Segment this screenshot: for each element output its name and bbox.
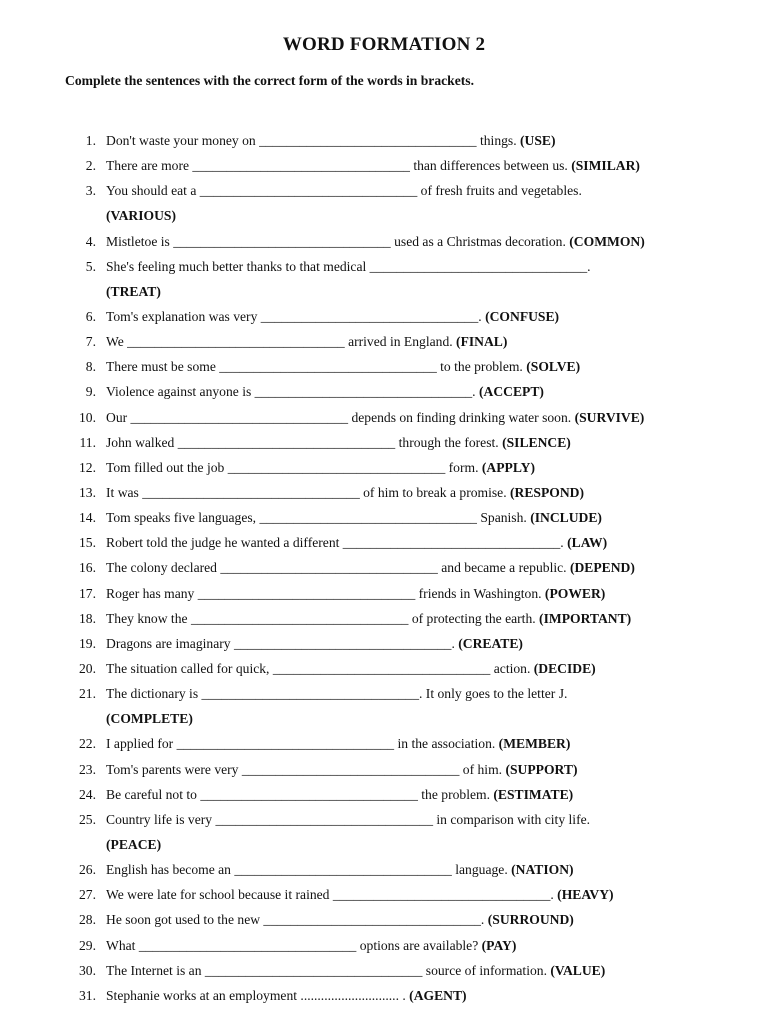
sentence-text: There must be some ________________________________ to the problem. <box>106 359 527 375</box>
item-sentence <box>106 203 176 228</box>
base-word: (CONFUSE) <box>485 308 560 324</box>
sentence-text: We ________________________________ arrived in England. <box>106 334 457 350</box>
exercise-item <box>0 555 768 580</box>
exercise-item <box>0 958 768 983</box>
item-sentence <box>106 455 535 480</box>
item-sentence <box>106 279 161 304</box>
sentence-text: Roger has many ________________________________ friends in Washington. <box>106 585 545 601</box>
item-sentence <box>106 656 596 681</box>
sentence-text: What ________________________________ options are available? <box>106 937 482 953</box>
sentence-text: Violence against anyone is ________________________________. <box>106 384 479 400</box>
base-word: (APPLY) <box>481 459 535 475</box>
sentence-text: English has become an ________________________________ language. <box>106 862 512 878</box>
item-sentence <box>106 128 556 153</box>
sentence-text: It was ________________________________ of him to break a promise. <box>106 484 510 500</box>
base-word: (IMPORTANT) <box>539 610 632 626</box>
exercise-item <box>0 757 768 782</box>
base-word: (HEAVY) <box>557 887 614 903</box>
exercise-item <box>0 178 768 203</box>
item-sentence <box>106 379 544 404</box>
base-word: (TREAT) <box>106 283 161 299</box>
sentence-text: Country life is very ________________________________ in comparison with city life. <box>106 811 591 827</box>
item-number: 30. <box>79 962 96 978</box>
item-number: 29. <box>79 937 96 953</box>
exercise-item <box>0 907 768 932</box>
item-sentence <box>106 631 523 656</box>
base-word: (VALUE) <box>550 962 606 978</box>
item-sentence <box>106 681 567 706</box>
sentence-text: Tom speaks five languages, ________________________________ Spanish. <box>106 510 531 526</box>
base-word: (SIMILAR) <box>571 158 640 174</box>
item-number: 12. <box>79 459 96 475</box>
sentence-text: Dragons are imaginary ________________________________. <box>106 635 459 651</box>
item-number: 5. <box>85 258 96 274</box>
item-sentence <box>106 958 605 983</box>
exercise-list <box>0 128 768 1008</box>
item-number: 28. <box>79 912 96 928</box>
item-number: 20. <box>79 660 96 676</box>
exercise-item <box>0 304 768 329</box>
exercise-item <box>0 606 768 631</box>
sentence-text: Be careful not to ________________________________ the problem. <box>106 786 494 802</box>
exercise-item <box>0 128 768 153</box>
exercise-item <box>0 882 768 907</box>
item-sentence <box>106 907 574 932</box>
item-number: 10. <box>79 409 96 425</box>
base-word: (CREATE) <box>458 635 523 651</box>
base-word: (PAY) <box>481 937 517 953</box>
item-number: 14. <box>79 510 96 526</box>
base-word: (SURROUND) <box>487 912 574 928</box>
sentence-text: Tom's explanation was very ________________________________. <box>106 308 486 324</box>
exercise-item <box>0 681 768 706</box>
base-word: (PEACE) <box>106 836 162 852</box>
base-word: (SOLVE) <box>526 359 581 375</box>
sentence-text: Mistletoe is ________________________________ used as a Christmas decoration. <box>106 233 570 249</box>
exercise-item <box>0 480 768 505</box>
sentence-text: They know the ________________________________ of protecting the earth. <box>106 610 540 626</box>
item-number: 21. <box>79 686 96 702</box>
base-word: (VARIOUS) <box>106 208 176 224</box>
item-number: 4. <box>85 233 96 249</box>
item-sentence <box>106 882 614 907</box>
item-sentence <box>106 178 582 203</box>
page-title: WORD FORMATION 2 <box>282 34 486 55</box>
item-sentence <box>106 304 559 329</box>
item-sentence <box>106 757 577 782</box>
item-sentence <box>106 606 631 631</box>
item-number: 2. <box>85 158 96 174</box>
sentence-text: You should eat a ________________________________ of fresh fruits and vegetables. <box>106 183 582 199</box>
base-word: (NATION) <box>511 862 574 878</box>
exercise-item <box>0 782 768 807</box>
exercise-item <box>0 455 768 480</box>
exercise-item <box>0 857 768 882</box>
base-word: (COMMON) <box>569 233 645 249</box>
item-sentence <box>106 555 635 580</box>
exercise-item-continuation <box>0 832 768 857</box>
item-sentence <box>106 731 570 756</box>
base-word: (SUPPORT) <box>505 761 578 777</box>
exercise-item <box>0 807 768 832</box>
item-sentence <box>106 329 507 354</box>
item-sentence <box>106 430 571 455</box>
exercise-item-continuation <box>0 279 768 304</box>
sentence-text: Robert told the judge he wanted a different ________________________________. <box>106 535 568 551</box>
exercise-item <box>0 379 768 404</box>
item-sentence <box>106 354 580 379</box>
sentence-text: Don't waste your money on ________________________________ things. <box>106 133 521 148</box>
exercise-item-continuation <box>0 203 768 228</box>
base-word: (USE) <box>520 133 556 148</box>
item-sentence <box>106 581 605 606</box>
item-sentence <box>106 254 591 279</box>
item-number: 9. <box>85 384 96 400</box>
item-number: 6. <box>85 308 96 324</box>
item-sentence <box>106 706 193 731</box>
item-number: 25. <box>79 811 96 827</box>
item-number: 13. <box>79 484 96 500</box>
sentence-text: The dictionary is ________________________________. It only goes to the letter J. <box>106 686 568 702</box>
sentence-text: Tom filled out the job ________________________________ form. <box>106 459 482 475</box>
base-word: (FINAL) <box>456 334 508 350</box>
base-word: (ACCEPT) <box>478 384 544 400</box>
item-number: 16. <box>79 560 96 576</box>
base-word: (AGENT) <box>409 987 467 1003</box>
base-word: (DECIDE) <box>533 660 596 676</box>
item-sentence <box>106 983 467 1008</box>
item-number: 27. <box>79 887 96 903</box>
sentence-text: We were late for school because it rained ________________________________. <box>106 887 558 903</box>
base-word: (RESPOND) <box>510 484 585 500</box>
item-number: 18. <box>79 610 96 626</box>
exercise-item <box>0 656 768 681</box>
exercise-item <box>0 354 768 379</box>
item-number: 7. <box>85 334 96 350</box>
exercise-item <box>0 933 768 958</box>
base-word: (DEPEND) <box>569 560 635 576</box>
item-sentence <box>106 782 573 807</box>
sentence-text: He soon got used to the new ________________________________. <box>106 912 488 928</box>
item-number: 15. <box>79 535 96 551</box>
item-sentence <box>106 505 602 530</box>
base-word: (LAW) <box>567 535 608 551</box>
item-number: 8. <box>85 359 96 375</box>
item-number: 24. <box>79 786 96 802</box>
item-sentence <box>106 933 516 958</box>
sentence-text: There are more ________________________________ than differences between us. <box>106 158 572 174</box>
sentence-text: The Internet is an ________________________________ source of information. <box>106 962 551 978</box>
base-word: (ESTIMATE) <box>493 786 574 802</box>
item-sentence <box>106 857 574 882</box>
base-word: (MEMBER) <box>498 736 571 752</box>
item-sentence <box>106 405 644 430</box>
item-sentence <box>106 153 640 178</box>
exercise-item <box>0 229 768 254</box>
exercise-item-continuation <box>0 706 768 731</box>
sentence-text: Tom's parents were very ________________________________ of him. <box>106 761 506 777</box>
sentence-text: The colony declared ________________________________ and became a republic. <box>106 560 570 576</box>
item-sentence <box>106 530 607 555</box>
sentence-text: John walked ________________________________ through the forest. <box>106 434 503 450</box>
item-sentence <box>106 832 161 857</box>
exercise-item <box>0 731 768 756</box>
item-number: 31. <box>79 987 96 1003</box>
exercise-item <box>0 581 768 606</box>
base-word: (INCLUDE) <box>530 510 602 526</box>
item-number: 17. <box>79 585 96 601</box>
item-number: 26. <box>79 862 96 878</box>
item-number: 1. <box>85 133 96 148</box>
exercise-item <box>0 530 768 555</box>
base-word: (SILENCE) <box>502 434 571 450</box>
exercise-item <box>0 153 768 178</box>
item-sentence <box>106 229 645 254</box>
item-sentence <box>106 480 584 505</box>
item-number: 19. <box>79 635 96 651</box>
item-number: 23. <box>79 761 96 777</box>
exercise-item <box>0 983 768 1008</box>
exercise-item <box>0 405 768 430</box>
sentence-text: I applied for ________________________________ in the association. <box>106 736 499 752</box>
item-number: 11. <box>79 434 96 450</box>
instructions: Complete the sentences with the correct form of the words in brackets. <box>65 73 474 88</box>
exercise-item <box>0 505 768 530</box>
item-number: 22. <box>79 736 96 752</box>
sentence-text: The situation called for quick, ________________________________ action. <box>106 660 534 676</box>
exercise-item <box>0 254 768 279</box>
exercise-item <box>0 631 768 656</box>
sentence-text: Stephanie works at an employment ............................. . <box>106 987 410 1003</box>
exercise-item <box>0 329 768 354</box>
sentence-text: Our ________________________________ depends on finding drinking water soon. <box>106 409 575 425</box>
item-sentence <box>106 807 590 832</box>
base-word: (SURVIVE) <box>574 409 645 425</box>
base-word: (COMPLETE) <box>106 711 193 727</box>
exercise-item <box>0 430 768 455</box>
item-number: 3. <box>85 183 96 199</box>
base-word: (POWER) <box>544 585 606 601</box>
sentence-text: She's feeling much better thanks to that medical ________________________________. <box>106 258 591 274</box>
